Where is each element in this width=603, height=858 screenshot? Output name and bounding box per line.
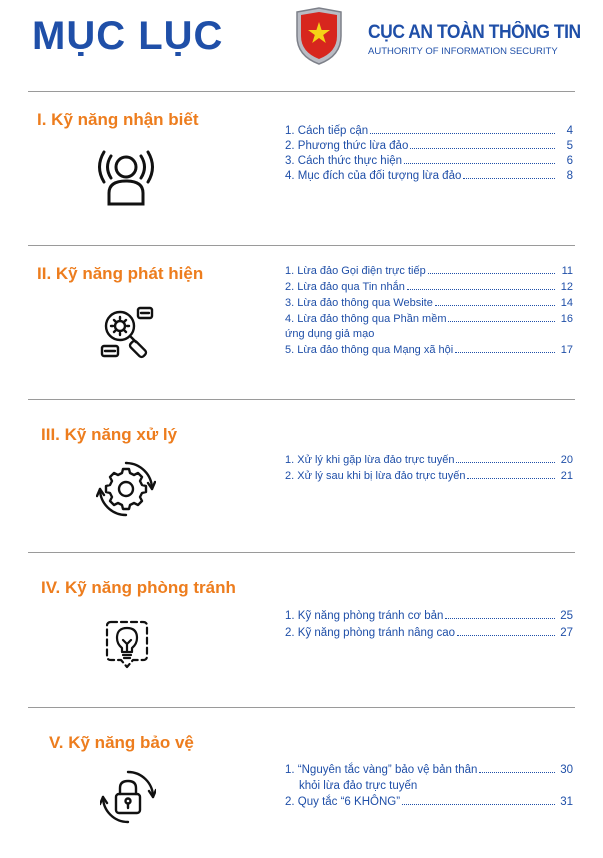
toc-page-number: 5: [566, 140, 573, 152]
toc-entry-text: 3. Cách thức thực hiện: [285, 155, 403, 167]
toc-list: [285, 610, 573, 639]
toc-entry-continuation: [285, 328, 573, 340]
toc-entry-text: 2. Phương thức lừa đảo: [285, 140, 409, 152]
toc-entry-text: 4. Lừa đảo thông qua Phần mềm: [285, 313, 447, 325]
toc-entry-text: 2. Lừa đảo qua Tin nhắn: [285, 281, 405, 293]
toc-entry-text: 2. Quy tắc “6 KHÔNG”: [285, 796, 401, 808]
toc-entry-text: khỏi lừa đảo trực tuyến: [299, 780, 418, 792]
toc-entry-text: 1. Lừa đảo Gọi điện trực tiếp: [285, 265, 426, 277]
toc-entry-text: 4. Mục đích của đối tượng lừa đảo: [285, 170, 462, 182]
toc-entry[interactable]: [285, 454, 573, 466]
toc-page-number: 27: [560, 627, 573, 639]
section-title: I. Kỹ năng nhận biết: [37, 110, 199, 129]
toc-list: [285, 125, 573, 182]
toc-entry-text: 5. Lừa đảo thông qua Mạng xã hội: [285, 344, 454, 356]
toc-page-number: 6: [566, 155, 573, 167]
toc-page-number: 21: [560, 470, 573, 482]
gear-cycle-icon: [96, 459, 156, 519]
toc-page-number: 8: [566, 170, 573, 182]
toc-entry-text: 3. Lừa đảo thông qua Website: [285, 297, 433, 309]
toc-entry-continuation: [285, 780, 573, 792]
toc-entry-text: 1. “Nguyên tắc vàng” bảo vệ bản thân: [285, 764, 478, 776]
divider: [28, 707, 575, 708]
toc-entry[interactable]: [285, 297, 573, 309]
toc-page-number: 14: [560, 297, 573, 309]
toc-entry-text: 1. Kỹ năng phòng tránh cơ bản: [285, 610, 444, 622]
toc-entry[interactable]: [285, 610, 573, 622]
divider: [28, 91, 575, 92]
magnifier-gear-icon: [100, 304, 156, 360]
toc-entry[interactable]: [285, 265, 573, 277]
org-name-text: CỤC AN TOÀN THÔNG TIN: [368, 22, 581, 43]
toc-entry-text: 1. Cách tiếp cận: [285, 125, 369, 137]
toc-entry[interactable]: [285, 155, 573, 167]
divider: [28, 552, 575, 553]
toc-list: [285, 454, 573, 482]
toc-entry[interactable]: [285, 140, 573, 152]
section-title: III. Kỹ năng xử lý: [41, 425, 178, 444]
padlock-icon: [100, 769, 156, 825]
toc-page-number: 20: [560, 454, 573, 466]
toc-page-number: 17: [560, 344, 573, 356]
toc-entry[interactable]: [285, 313, 573, 325]
toc-entry[interactable]: [285, 764, 573, 776]
toc-page-number: 31: [560, 796, 573, 808]
divider: [28, 245, 575, 246]
lightbulb-icon: [101, 616, 153, 670]
toc-entry[interactable]: [285, 170, 573, 182]
section-title: V. Kỹ năng bảo vệ: [49, 733, 194, 752]
toc-entry[interactable]: [285, 344, 573, 356]
divider: [28, 399, 575, 400]
page-title: MỤC LỤC: [32, 14, 224, 58]
toc-entry-text: 2. Kỹ năng phòng tránh nâng cao: [285, 627, 456, 639]
toc-list: [285, 265, 573, 356]
org-subtitle: AUTHORITY OF INFORMATION SECURITY: [368, 46, 558, 57]
toc-entry-text: ứng dụng giả mạo: [285, 328, 375, 340]
toc-page-number: 16: [560, 313, 573, 325]
toc-entry[interactable]: [285, 125, 573, 137]
toc-page-number: 4: [566, 125, 573, 137]
toc-entry[interactable]: [285, 281, 573, 293]
shield-emblem-icon: [293, 6, 345, 66]
section-title: IV. Kỹ năng phòng tránh: [41, 578, 236, 597]
toc-page-number: 12: [560, 281, 573, 293]
toc-entry-text: 1. Xử lý khi gặp lừa đảo trực tuyến: [285, 454, 455, 466]
toc-entry-text: 2. Xử lý sau khi bị lừa đảo trực tuyến: [285, 470, 466, 482]
toc-entry[interactable]: [285, 796, 573, 808]
toc-entry[interactable]: [285, 470, 573, 482]
toc-page-number: 11: [561, 265, 573, 277]
toc-list: [285, 764, 573, 808]
toc-page-number: 30: [560, 764, 573, 776]
toc-entry[interactable]: [285, 627, 573, 639]
section-title: II. Kỹ năng phát hiện: [37, 264, 204, 283]
toc-page-number: 25: [560, 610, 573, 622]
person-signal-icon: [96, 146, 156, 208]
organization-name: [368, 22, 599, 57]
